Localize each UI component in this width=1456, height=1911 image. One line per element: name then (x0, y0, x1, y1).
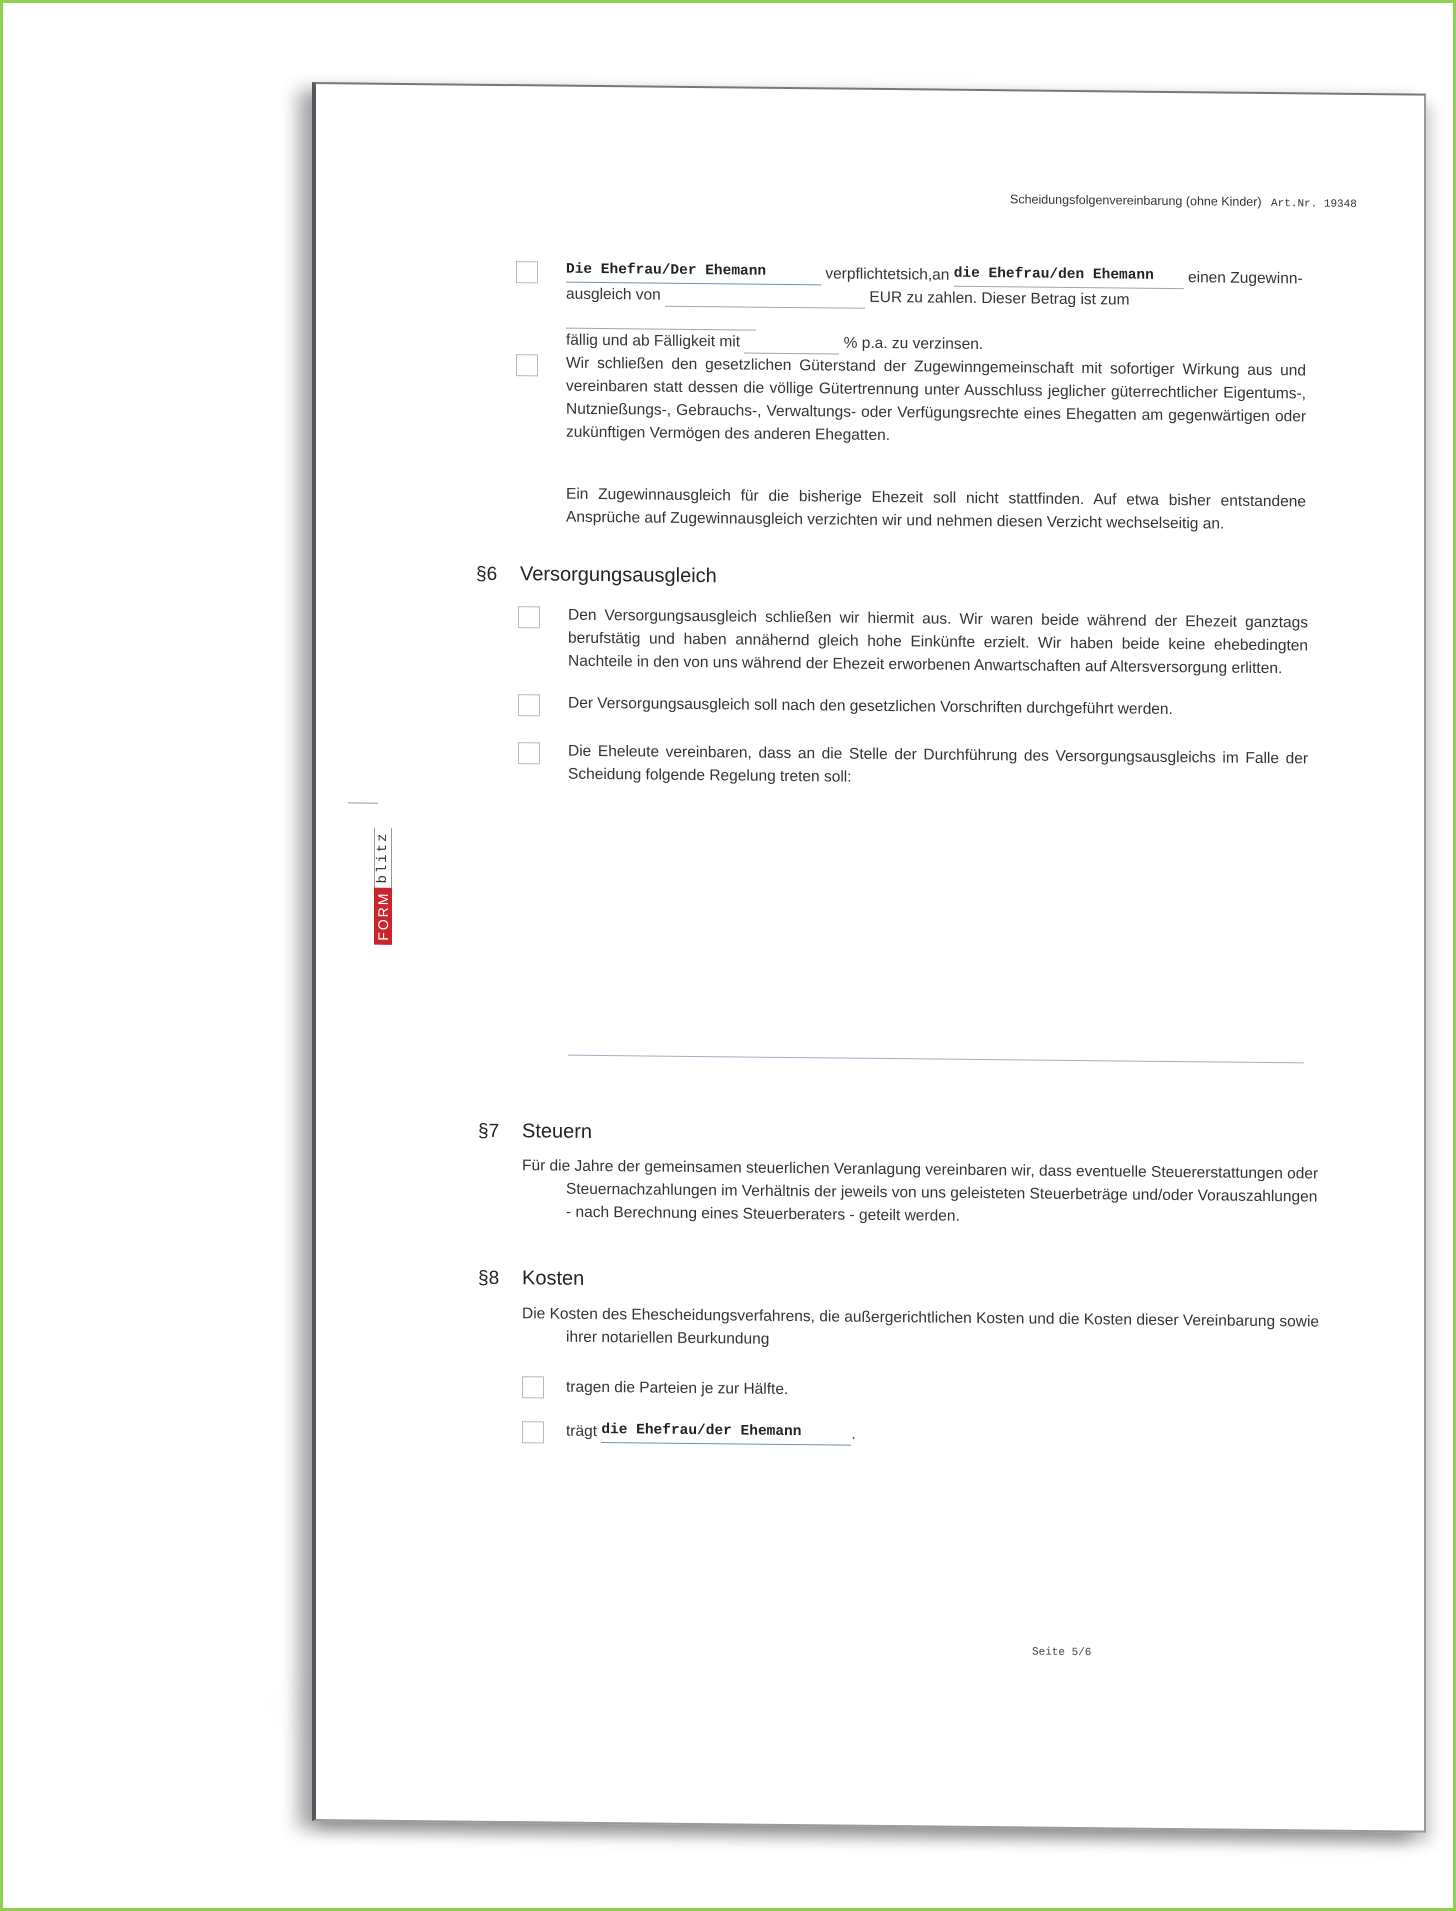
kosten-line-1: Die Kosten des Ehescheidungsverfahrens, die außergerichtlichen Kosten und die Kosten dieser Vereinbarung sowie (522, 1305, 1320, 1331)
steuern-line-2: Steuernachzahlungen im Verhältnis der jeweils von uns geleisteten Steuerbeträge und/oder Vorauszahlungen (566, 1180, 1318, 1206)
versorgungsausgleich-option-2: Der Versorgungsausgleich soll nach den gesetzlichen Vorschriften durchgeführt werden. (568, 694, 1173, 719)
section-7-title: Steuern (522, 1120, 593, 1143)
steuern-line-1: Für die Jahre der gemeinsamen steuerlichen Veranlagung vereinbaren wir, dass eventuelle Steuererstattungen oder (522, 1157, 1319, 1183)
logo-blitz: blitz (374, 827, 392, 887)
due-date-field[interactable] (566, 310, 756, 331)
logo-text (374, 827, 392, 944)
versorgungsausgleich-option-3: Die Eheleute vereinbaren, dass an die Stelle der Durchführung des Versorgungsausgleichs im Falle der Scheidung folgende Regelung treten soll: (568, 742, 1308, 786)
clause-text: EUR zu zahlen. Dieser Betrag ist zum (869, 288, 1130, 309)
section-6-number: §6 (476, 563, 498, 585)
article-number: Art.Nr. 19348 (1271, 198, 1357, 211)
document-page (312, 82, 1426, 1833)
page-header (1010, 192, 1357, 211)
checkbox-guetertrennung[interactable] (516, 354, 538, 376)
steuern-line-3: - nach Berechnung eines Steuerberaters - geteilt werden. (566, 1203, 960, 1225)
section-6-title: Versorgungsausgleich (520, 563, 717, 588)
section-8-title: Kosten (522, 1267, 585, 1290)
versorgungsausgleich-option-1: Den Versorgungsausgleich schließen wir hiermit aus. Wir waren beide während der Ehezeit ganztags berufstätig und haben annähernd gleich hohe Einkünfte erzielt. Wir haben beide keine ehebedingten Nachteile in den von uns während der Ehezeit erworbenen Anwartschaften auf Altersversorgung erlitten. (568, 606, 1308, 678)
kosten-line-2: ihrer notariellen Beurkundung (566, 1328, 770, 1348)
section-8-number: §8 (478, 1267, 500, 1289)
checkbox-zugewinnausgleich-payment[interactable] (516, 261, 538, 283)
logo-rule (348, 802, 378, 803)
section-7-number: §7 (478, 1120, 500, 1142)
kosten-option-1: tragen die Parteien je zur Hälfte. (566, 1378, 789, 1398)
checkbox-versorgungsausgleich-gesetzlich[interactable] (518, 694, 540, 716)
checkbox-versorgungsausgleich-regelung[interactable] (518, 742, 540, 764)
clause-line-2 (566, 283, 1306, 337)
amount-field[interactable] (665, 288, 865, 309)
zugewinn-verzicht-paragraph: Ein Zugewinnausgleich für die bisherige Ehezeit soll nicht stattfinden. Auf etwa bisher entstandene Ansprüche auf Zugewinnausgleich verzichten wir und nehmen diesen Verzicht wechselseitig an. (566, 485, 1306, 533)
clause-text: % p.a. zu verzinsen. (843, 334, 984, 354)
guetertrennung-paragraph: Wir schließen den gesetzlichen Güterstand der Zugewinngemeinschaft mit sofortiger Wirkung aus und vereinbaren statt dessen die völlige Gütertrennung unter Ausschluss jeglicher güterrechtlicher Eigentums-, Nutznießungs-, Gebrauchs-, Verwaltungs- oder Verfügungsrechte eines Ehegatten am gegenwärtigen oder zukünftigen Vermögen des anderen Ehegatten. (566, 354, 1306, 445)
checkbox-kosten-partei[interactable] (522, 1421, 544, 1443)
checkbox-versorgungsausgleich-ausschluss[interactable] (518, 606, 540, 628)
document-title: Scheidungsfolgenvereinbarung (ohne Kinder) (1010, 192, 1262, 209)
clause-text: ausgleich von (566, 285, 661, 304)
clause-text: fällig und ab Fälligkeit mit (566, 331, 741, 351)
custom-regulation-line[interactable] (568, 1055, 1304, 1064)
page-number: Seite 5/6 (1032, 1646, 1092, 1660)
checkbox-kosten-haelfte[interactable] (522, 1376, 544, 1398)
clause-text: verpflichtetsich,an (825, 265, 950, 284)
kosten-option-2 (566, 1419, 856, 1446)
kosten-party-field[interactable]: die Ehefrau/der Ehemann (601, 1419, 851, 1446)
kosten-option-2-suffix: . (851, 1425, 856, 1443)
interest-rate-field[interactable] (744, 335, 839, 355)
kosten-option-2-prefix: trägt (566, 1422, 598, 1440)
zugewinn-payment-clause (566, 259, 1306, 360)
party-a-field[interactable]: Die Ehefrau/Der Ehemann (566, 259, 821, 286)
logo-form: FORM (374, 887, 392, 944)
party-b-field[interactable]: die Ehefrau/den Ehemann (954, 263, 1184, 289)
clause-text: einen Zugewinn- (1188, 269, 1303, 288)
